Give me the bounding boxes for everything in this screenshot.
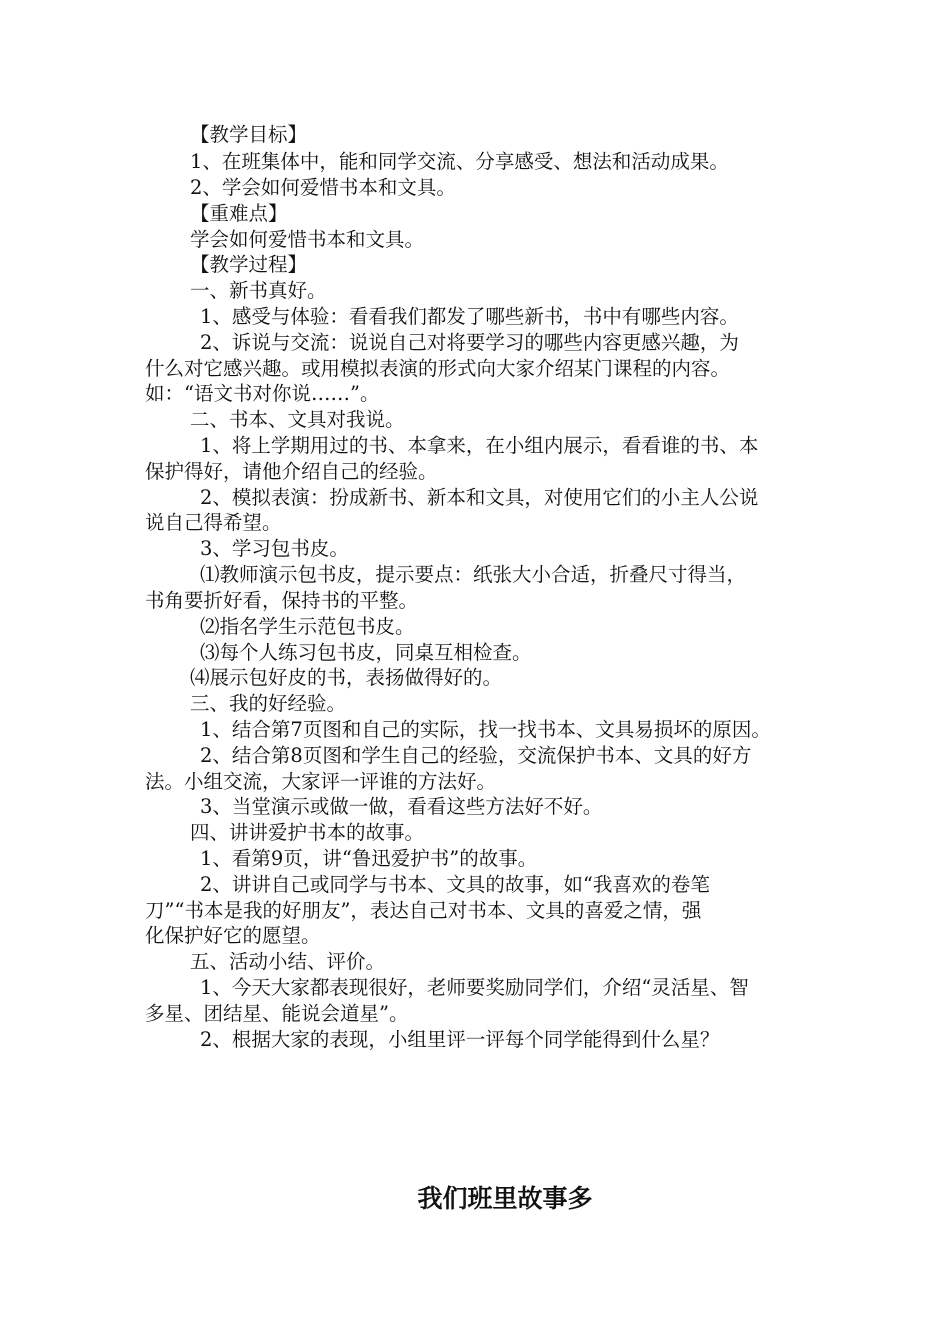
section-1-item-1: 1、感受与体验：看看我们都发了哪些新书，书中有哪些内容。 xyxy=(200,305,739,328)
section-3-item-1: 1、结合第7页图和自己的实际，找一找书本、文具易损坏的原因。 xyxy=(200,718,771,741)
section-3-item-3: 3、当堂演示或做一做，看看这些方法好不好。 xyxy=(200,795,603,818)
section-4-item-2-cont2: 化保护好它的愿望。 xyxy=(145,924,321,947)
heading-key-points: 【重难点】 xyxy=(190,202,288,225)
section-4-item-2-cont: 刀”“书本是我的好朋友”，表达自己对书本、文具的喜爱之情，强 xyxy=(145,899,702,922)
section-5-item-1: 1、今天大家都表现很好，老师要奖励同学们，介绍“灵活星、智 xyxy=(200,976,749,999)
section-5-title: 五、活动小结、评价。 xyxy=(190,950,386,973)
heading-teaching-goals: 【教学目标】 xyxy=(190,123,308,146)
section-2-subitem-3: ⑶每个人练习包书皮，同桌互相检查。 xyxy=(200,641,532,664)
section-3-title: 三、我的好经验。 xyxy=(190,692,347,715)
section-1-item-2-cont2: 如：“语文书对你说……”。 xyxy=(145,382,380,405)
heading-teaching-process: 【教学过程】 xyxy=(190,253,308,276)
section-5-item-2: 2、根据大家的表现，小组里评一评每个同学能得到什么星？ xyxy=(200,1028,720,1051)
section-3-item-2: 2、结合第8页图和学生自己的经验，交流保护书本、文具的好方 xyxy=(200,744,752,767)
key-point-text: 学会如何爱惜书本和文具。 xyxy=(190,228,425,251)
section-2-subitem-1: ⑴教师演示包书皮，提示要点：纸张大小合适，折叠尺寸得当， xyxy=(200,563,747,586)
section-2-title: 二、书本、文具对我说。 xyxy=(190,408,405,431)
section-2-item-2: 2、模拟表演：扮成新书、新本和文具，对使用它们的小主人公说 xyxy=(200,486,759,509)
goal-item-1: 1、在班集体中，能和同学交流、分享感受、想法和活动成果。 xyxy=(190,150,729,173)
section-2-subitem-2: ⑵指名学生示范包书皮。 xyxy=(200,615,415,638)
section-1-title: 一、新书真好。 xyxy=(190,279,327,302)
section-3-item-2-cont: 法。小组交流，大家评一评谁的方法好。 xyxy=(145,770,497,793)
section-2-subitem-4: ⑷展示包好皮的书，表扬做得好的。 xyxy=(190,666,503,689)
section-2-item-2-cont: 说自己得希望。 xyxy=(145,511,282,534)
section-2-subitem-1-cont: 书角要折好看，保持书的平整。 xyxy=(145,589,419,612)
section-4-title: 四、讲讲爱护书本的故事。 xyxy=(190,821,425,844)
section-4-item-2: 2、讲讲自己或同学与书本、文具的故事，如“我喜欢的卷笔 xyxy=(200,873,710,896)
section-1-item-2-cont: 什么对它感兴趣。或用模拟表演的形式向大家介绍某门课程的内容。 xyxy=(145,357,731,380)
section-2-item-1: 1、将上学期用过的书、本拿来，在小组内展示，看看谁的书、本 xyxy=(200,434,759,457)
section-2-item-3: 3、学习包书皮。 xyxy=(200,537,349,560)
next-lesson-title: 我们班里故事多 xyxy=(417,1184,593,1213)
section-2-item-1-cont: 保护得好，请他介绍自己的经验。 xyxy=(145,460,438,483)
goal-item-2: 2、学会如何爱惜书本和文具。 xyxy=(190,176,456,199)
section-4-item-1: 1、看第9页，讲“鲁迅爱护书”的故事。 xyxy=(200,847,538,870)
section-1-item-2: 2、诉说与交流：说说自己对将要学习的哪些内容更感兴趣，为 xyxy=(200,331,739,354)
section-5-item-1-cont: 多星、团结星、能说会道星”。 xyxy=(145,1002,409,1025)
